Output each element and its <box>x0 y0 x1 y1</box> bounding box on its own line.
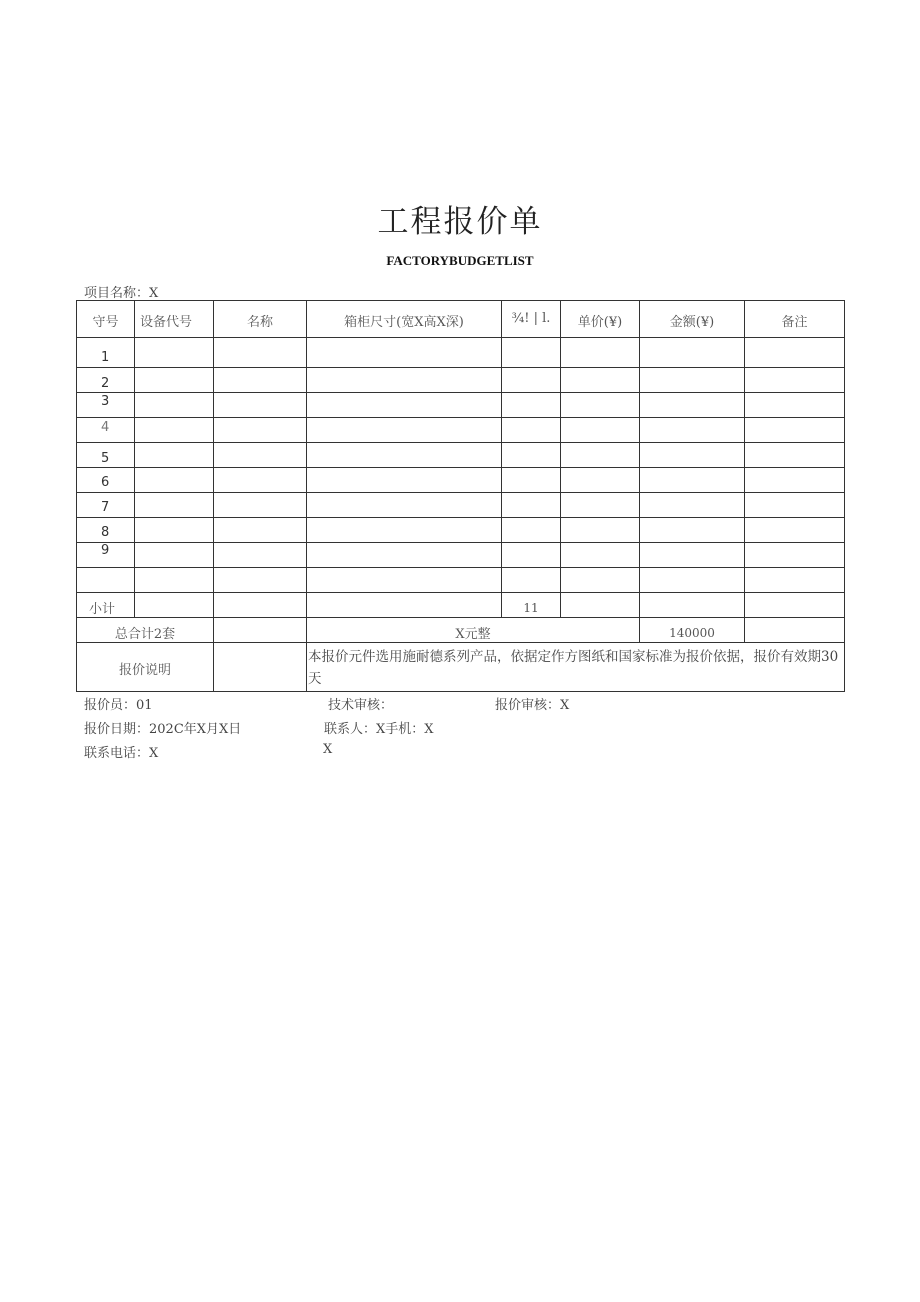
table-row-number: 2 <box>101 376 110 391</box>
table-row-number: 3 <box>101 394 110 409</box>
table-row-number: 6 <box>101 475 110 490</box>
header-quantity: ¾! | l. <box>511 311 551 326</box>
note-text: 本报价元件选用施耐德系列产品，依据定作方图纸和国家标准为报价依据，报价有效期30天 <box>308 649 839 687</box>
total-amount-words: X元整 <box>455 627 491 642</box>
total-label: 总合计2套 <box>114 627 176 642</box>
tech-review: 技术审核： <box>328 698 394 713</box>
note-label: 报价说明 <box>118 663 171 678</box>
document-title: 工程报价单 <box>377 204 543 240</box>
subtotal-quantity: 11 <box>523 601 539 615</box>
header-cabinet-size: 箱柜尺寸(宽X高X深) <box>344 315 464 330</box>
header-serial: 守号 <box>92 315 119 330</box>
project-name: 项目名称：X <box>84 286 159 301</box>
table-row-number: 1 <box>101 350 110 365</box>
contact-person: 联系人：X手机：X <box>324 722 434 737</box>
header-remarks: 备注 <box>781 315 808 330</box>
document-subtitle: FACTORYBUDGETLIST <box>386 253 534 268</box>
header-equipment-code: 设备代号 <box>139 315 192 330</box>
quoter: 报价员：01 <box>84 698 153 713</box>
subtotal-label: 小计 <box>89 602 116 617</box>
contact-phone-value: X <box>323 742 333 757</box>
total-amount: 140000 <box>669 626 715 640</box>
price-review: 报价审核：X <box>495 698 570 713</box>
contact-phone: 联系电话：X <box>84 746 159 761</box>
header-unit-price: 单价(¥) <box>577 315 623 330</box>
quote-date: 报价日期：202C年X月X日 <box>84 722 242 737</box>
header-name: 名称 <box>246 315 273 330</box>
table-row-number: 7 <box>101 500 110 515</box>
table-row-number: 4 <box>101 420 110 435</box>
table-row-number: 8 <box>101 525 110 540</box>
table-row-number: 9 <box>101 543 110 558</box>
header-amount: 金额(¥) <box>669 315 715 330</box>
table-row-number: 5 <box>101 451 110 466</box>
